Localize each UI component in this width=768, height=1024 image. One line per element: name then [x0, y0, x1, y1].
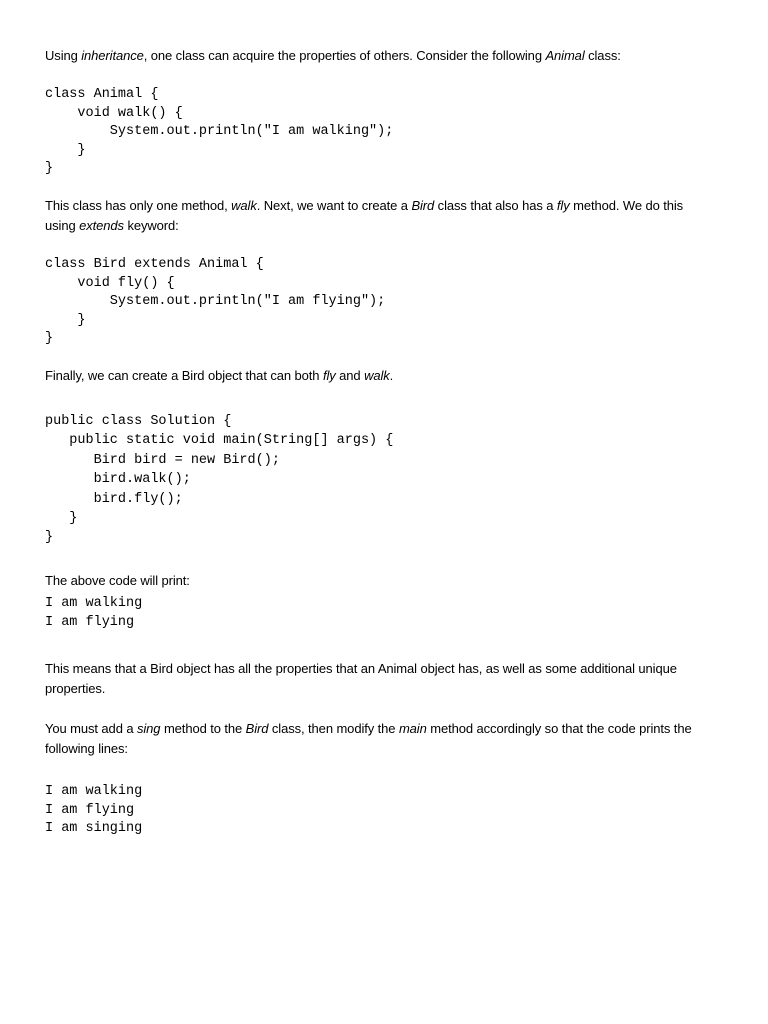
expected-output-block: I am walking I am flying I am singing — [45, 784, 143, 837]
bird-term-extends: extends — [79, 218, 124, 233]
task-paragraph — [45, 719, 705, 759]
solution-class-code-block: public class Solution { public static void main(String[] args) { Bird bird = new Bird(); bird.walk(); bird.fly(); } } — [45, 414, 394, 546]
intro-text-3: class: — [584, 48, 621, 63]
task-text-4: method accordingly so that the code prints the following lines: — [45, 721, 692, 756]
bird-class-code-block: class Bird extends Animal { void fly() { System.out.println("I am flying"); } } — [45, 257, 386, 347]
intro-text-2: , one class can acquire the properties of others. Consider the following — [143, 48, 546, 63]
bird-term-fly: fly — [556, 198, 570, 213]
finally-paragraph — [45, 366, 705, 386]
finally-text-3: . — [389, 368, 394, 383]
print-paragraph: The above code will print: — [45, 573, 190, 588]
bird-text-1: This class has only one method, — [45, 198, 232, 213]
bird-text-5: keyword: — [123, 218, 179, 233]
bird-text-4: method. We do this using — [45, 198, 684, 233]
means-paragraph: This means that a Bird object has all the properties that an Animal object has, as well as some additional unique properties. — [45, 661, 677, 696]
bird-text-3: class that also has a — [434, 198, 557, 213]
task-term-main: main — [398, 721, 427, 736]
bird-paragraph — [45, 196, 705, 236]
finally-term-walk: walk — [364, 368, 390, 383]
task-text-3: class, then modify the — [268, 721, 399, 736]
intro-text-1: Using — [45, 48, 82, 63]
intro-paragraph — [45, 46, 705, 66]
first-output-block: I am walking I am flying — [45, 596, 143, 630]
task-text-1: You must add a — [45, 721, 137, 736]
task-text-2: method to the — [160, 721, 246, 736]
finally-term-fly: fly — [322, 368, 336, 383]
bird-term-bird: Bird — [411, 198, 435, 213]
finally-text-2: and — [335, 368, 365, 383]
animal-class-code-block: class Animal { void walk() { System.out.println("I am walking"); } } — [45, 87, 394, 177]
intro-term-animal: Animal — [545, 48, 585, 63]
bird-text-2: . Next, we want to create a — [256, 198, 412, 213]
task-term-bird: Bird — [245, 721, 269, 736]
intro-term-inheritance: inheritance — [81, 48, 144, 63]
task-term-sing: sing — [136, 721, 161, 736]
finally-text-1: Finally, we can create a Bird object that can both — [45, 368, 323, 383]
bird-term-walk: walk — [231, 198, 257, 213]
